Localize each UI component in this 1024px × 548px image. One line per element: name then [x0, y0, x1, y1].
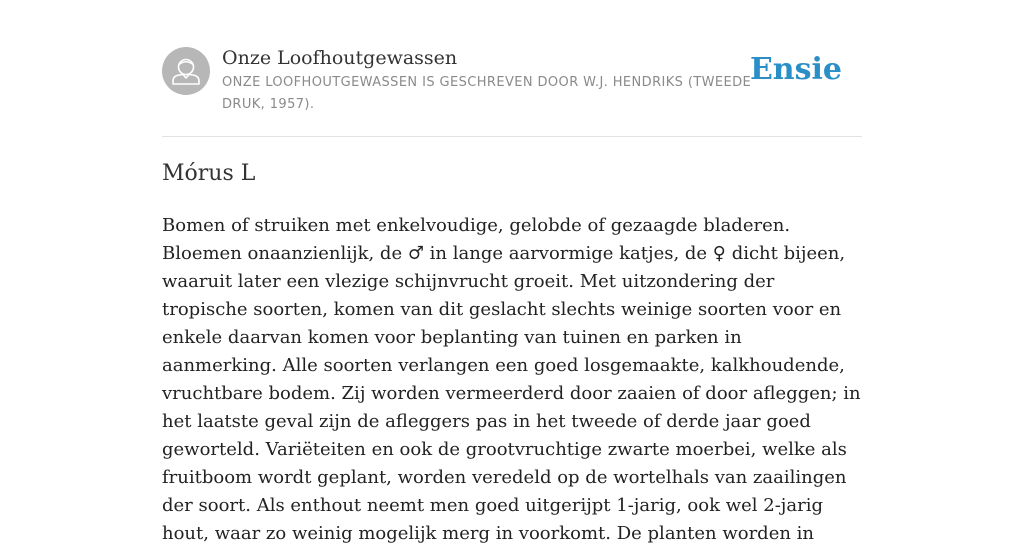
ensie-logo[interactable]: Ensie [749, 52, 842, 87]
source-description: ONZE LOOFHOUTGEWASSEN IS GESCHREVEN DOOR W.J. HENDRIKS (TWEEDE DRUK, 1957). [222, 75, 752, 112]
source-avatar[interactable] [162, 47, 210, 95]
entry-body: Bomen of struiken met enkelvoudige, gelobde of gezaagde bladeren. Bloemen onaanzienlijk, de ♂ in lange aarvormige katjes, de ♀ dicht bijeen, waaruit later een vlezige schijnvrucht groeit. Met uitzondering der tropische soorten, komen van dit geslacht slechts weinige soorten voor en enkele daarvan komen voor beplanting van tuinen en parken in aanmerking. Alle soorten verlangen een goed losgemaakte, kalkhoudende, vruchtbare bodem. Zij worden vermeerderd door zaaien of door afleggen; in het laatste geval zijn de afleggers pas in het tweede of derde jaar goed geworteld. Variëteiten en ook de grootvruchtige zwarte moerbei, welke als fruitboom wordt geplant, worden veredeld op de wortelhals van zaailingen der soort. Als enthout neemt men goed uitgerijpt 1-jarig, ook wel 2-jarig hout, waar zo weinig mogelijk merg in voorkomt. De planten worden in [162, 215, 861, 544]
user-outline-icon [162, 47, 210, 95]
source-title[interactable]: Onze Loofhoutgewassen [222, 47, 458, 69]
source-header [162, 46, 862, 137]
entry-title: Mórus L [162, 161, 256, 186]
